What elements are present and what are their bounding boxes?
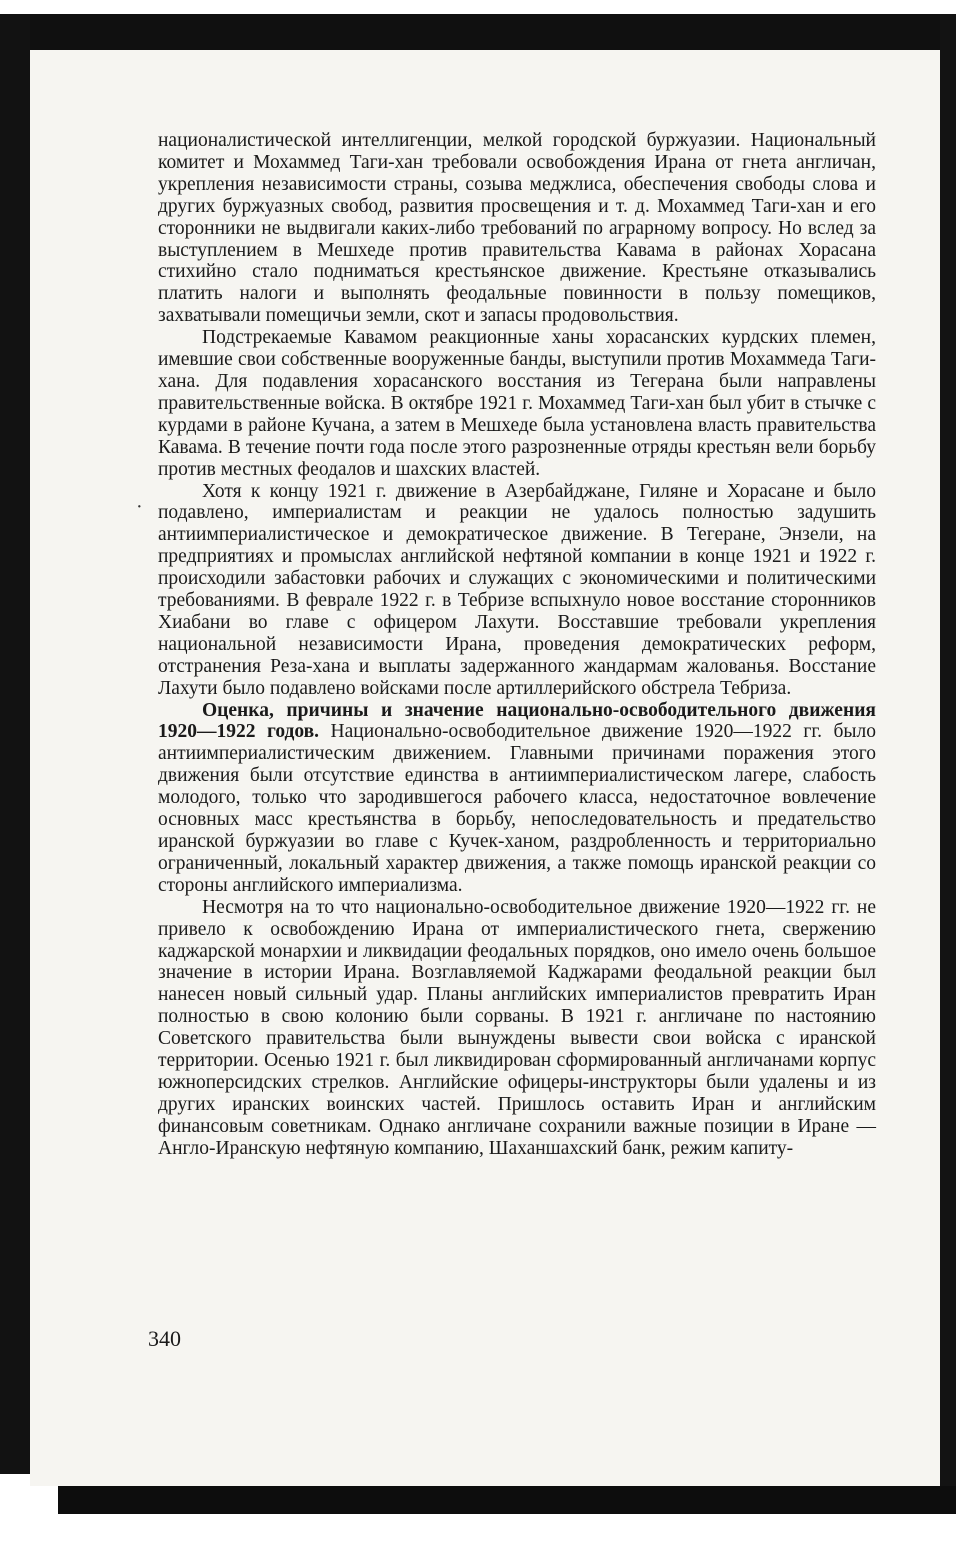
- section-heading: Оценка, причины и значение национально-освободительного движения 1920—1922 годов.: [158, 699, 876, 743]
- margin-mark: ·: [136, 496, 143, 518]
- scan-border-right: [940, 14, 956, 1514]
- scan-border-bottom: [58, 1486, 956, 1514]
- page-number: 340: [148, 1326, 181, 1351]
- paragraph-4-text: Национально-освободительное движение 1920—1922 гг. было антиимпериалистическим движением. Главными причинами поражения этого движения были отсутствие единства в антиимпериалистическом лагере, слабость молодого, только что зародившегося рабочего класса, недостаточное вовлечение основных масс крестьянства в борьбу, непоследовательность и предательство иранской буржуазии во главе с Кучек-ханом, раздробленность и территориально ограниченный, локальный характер движения, а также помощь иранской реакции со стороны английского империализма.: [158, 721, 877, 896]
- paragraph-2: Подстрекаемые Кавамом реакционные ханы хорасанских курдских племен, имевшие свои собственные вооруженные банды, выступили против Мохаммеда Таги-хана. Для подавления хорасанского восстания из Тегерана были направлены правительственные войска. В октябре 1921 г. Мохаммед Таги-хан был убит в стычке с курдами в районе Кучана, а затем в Мешхеде была установлена власть правительства Кавама. В течение почти года после этого разрозненные отряды крестьян вели борьбу против местных феодалов и шахских властей.: [158, 327, 876, 480]
- paragraph-3: Хотя к концу 1921 г. движение в Азербайджане, Гиляне и Хорасане и было подавлено, империалистам и реакции не удалось полностью задушить антиимпериалистическое и демократическое движение. В Тегеране, Энзели, на предприятиях и промыслах английской нефтяной компании в конце 1921 и 1922 г. происходили забастовки рабочих и служащих с экономическими и политическими требованиями. В феврале 1922 г. в Тебризе вспыхнуло новое восстание сторонников Хиабани во главе с офицером Лахути. Восставшие требовали укрепления национальной независимости Ирана, проведения демократических реформ, отстранения Реза-хана и выплаты задержанного жандармам жалованья. Восстание Лахути было подавлено войсками после артиллерийского обстрела Тебриза.: [158, 480, 876, 699]
- scan-border-top: [22, 14, 956, 50]
- paragraph-4: [158, 700, 876, 897]
- paragraph-5: Несмотря на то что национально-освободительное движение 1920—1922 гг. не привело к освобождению Ирана от империалистического гнета, свержению каджарской монархии и ликвидации феодальных порядков, оно имело очень большое значение в истории Ирана. Возглавляемой Каджарами феодальной реакции был нанесен новый сильный удар. Планы английских империалистов превратить Иран полностью в свою колонию были сорваны. В 1921 г. англичане по настоянию Советского правительства были вынуждены вывести свои войска с иранской территории. Осенью 1921 г. был ликвидирован сформированный англичанами корпус южноперсидских стрелков. Английские офицеры-инструкторы были удалены и из других иранских воинских частей. Пришлось оставить Иран и английским финансовым советникам. Однако англичане сохранили важные позиции в Иране — Англо-Иранскую нефтяную компанию, Шаханшахский банк, режим капиту-: [158, 896, 876, 1159]
- body-text: [158, 130, 876, 1160]
- paragraph-1: националистической интеллигенции, мелкой городской буржуазии. Национальный комитет и Мохаммед Таги-хан требовали освобождения Ирана от гнета англичан, укрепления независимости страны, созыва меджлиса, обеспечения свободы слова и других буржуазных свобод, развития просвещения и т. д. Мохаммед Таги-хан и его сторонники не выдвигали каких-либо требований по аграрному вопросу. Но вслед за выступлением в Мешхеде против правительства Кавама в районах Хорасана стихийно стало подниматься крестьянское движение. Крестьяне отказывались платить налоги и выполнять феодальные повинности в пользу помещиков, захватывали помещичьи земли, скот и запасы продовольствия.: [158, 130, 876, 327]
- scan-border-left: [0, 14, 30, 1474]
